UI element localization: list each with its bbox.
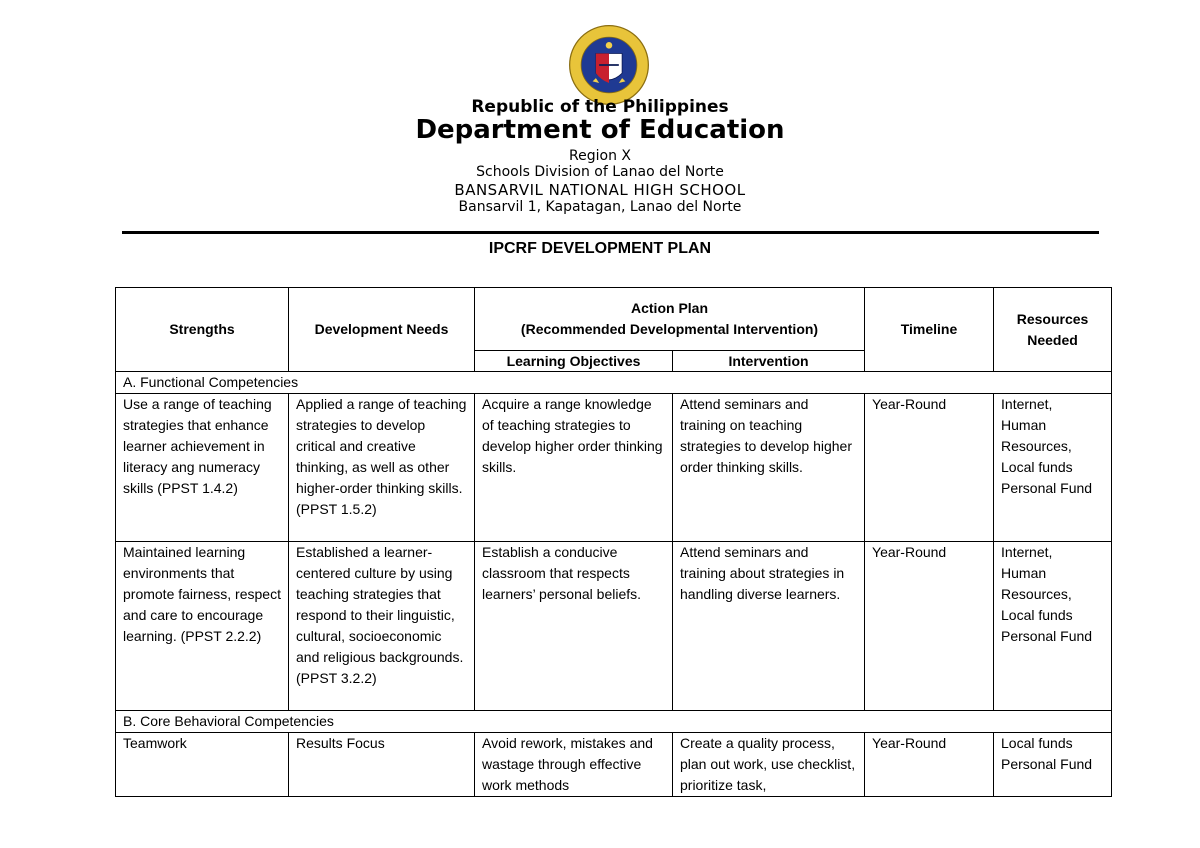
resource-item: Human Resources, xyxy=(1001,417,1072,454)
region-line: Region X xyxy=(569,148,631,164)
timeline-cell: Year-Round xyxy=(865,542,994,711)
development-need-cell: Applied a range of teaching strategies to develop critical and creative thinking, as well as other higher-order thinking skills. (PPST 1.5.2) xyxy=(289,394,475,542)
header-resources: Resources Needed xyxy=(994,288,1112,372)
resource-item: Local funds xyxy=(1001,735,1073,751)
header-action-plan xyxy=(475,288,865,351)
resources-cell xyxy=(994,394,1112,542)
timeline-cell: Year-Round xyxy=(865,733,994,797)
development-plan-table xyxy=(115,287,1112,797)
intervention-cell: Attend seminars and training about strategies in handling diverse learners. xyxy=(673,542,865,711)
resource-item: Internet, xyxy=(1001,396,1053,412)
resources-cell xyxy=(994,733,1112,797)
development-need-cell: Established a learner-centered culture by using teaching strategies that respond to their linguistic, cultural, socioeconomic and religious backgrounds. (PPST 3.2.2) xyxy=(289,542,475,711)
header-intervention: Intervention xyxy=(673,351,865,372)
timeline-cell: Year-Round xyxy=(865,394,994,542)
resource-item: Human Resources, xyxy=(1001,565,1072,602)
section-core-behavioral-competencies: B. Core Behavioral Competencies xyxy=(116,711,1112,733)
resource-item: Personal Fund xyxy=(1001,628,1093,644)
section-functional-competencies: A. Functional Competencies xyxy=(116,372,1112,394)
division-line: Schools Division of Lanao del Norte xyxy=(476,164,724,180)
resource-item: Personal Fund xyxy=(1001,480,1093,496)
intervention-cell: Create a quality process, plan out work, use checklist, prioritize task, xyxy=(673,733,865,797)
republic-heading: Republic of the Philippines xyxy=(471,97,729,117)
table-row xyxy=(116,733,1112,797)
resource-item: Local funds xyxy=(1001,607,1073,623)
header-divider xyxy=(122,231,1099,234)
resources-cell xyxy=(994,542,1112,711)
header-development-needs: Development Needs xyxy=(289,288,475,372)
strength-cell: Teamwork xyxy=(116,733,289,797)
table-row xyxy=(116,542,1112,711)
learning-objective-cell: Establish a conducive classroom that respects learners’ personal beliefs. xyxy=(475,542,673,711)
action-plan-sublabel: (Recommended Developmental Intervention) xyxy=(520,321,819,337)
strength-cell: Maintained learning environments that promote fairness, respect and care to encourage learning. (PPST 2.2.2) xyxy=(116,542,289,711)
learning-objective-cell: Avoid rework, mistakes and wastage through effective work methods xyxy=(475,733,673,797)
resource-item: Personal Fund xyxy=(1001,756,1093,772)
page-title: IPCRF DEVELOPMENT PLAN xyxy=(488,240,712,257)
resource-item: Local funds xyxy=(1001,459,1073,475)
header-learning-objectives: Learning Objectives xyxy=(475,351,673,372)
header-timeline: Timeline xyxy=(865,288,994,372)
deped-seal-logo xyxy=(568,24,650,106)
learning-objective-cell: Acquire a range knowledge of teaching strategies to develop higher order thinking skills. xyxy=(475,394,673,542)
intervention-cell: Attend seminars and training on teaching strategies to develop higher order thinking skills. xyxy=(673,394,865,542)
school-address: Bansarvil 1, Kapatagan, Lanao del Norte xyxy=(458,199,742,215)
school-name: BANSARVIL NATIONAL HIGH SCHOOL xyxy=(454,181,746,199)
department-heading: Department of Education xyxy=(415,115,785,145)
resource-item: Internet, xyxy=(1001,544,1053,560)
header-strengths: Strengths xyxy=(116,288,289,372)
table-row xyxy=(116,394,1112,542)
development-need-cell: Results Focus xyxy=(289,733,475,797)
strength-cell: Use a range of teaching strategies that enhance learner achievement in literacy ang numeracy skills (PPST 1.4.2) xyxy=(116,394,289,542)
action-plan-label: Action Plan xyxy=(631,300,709,316)
